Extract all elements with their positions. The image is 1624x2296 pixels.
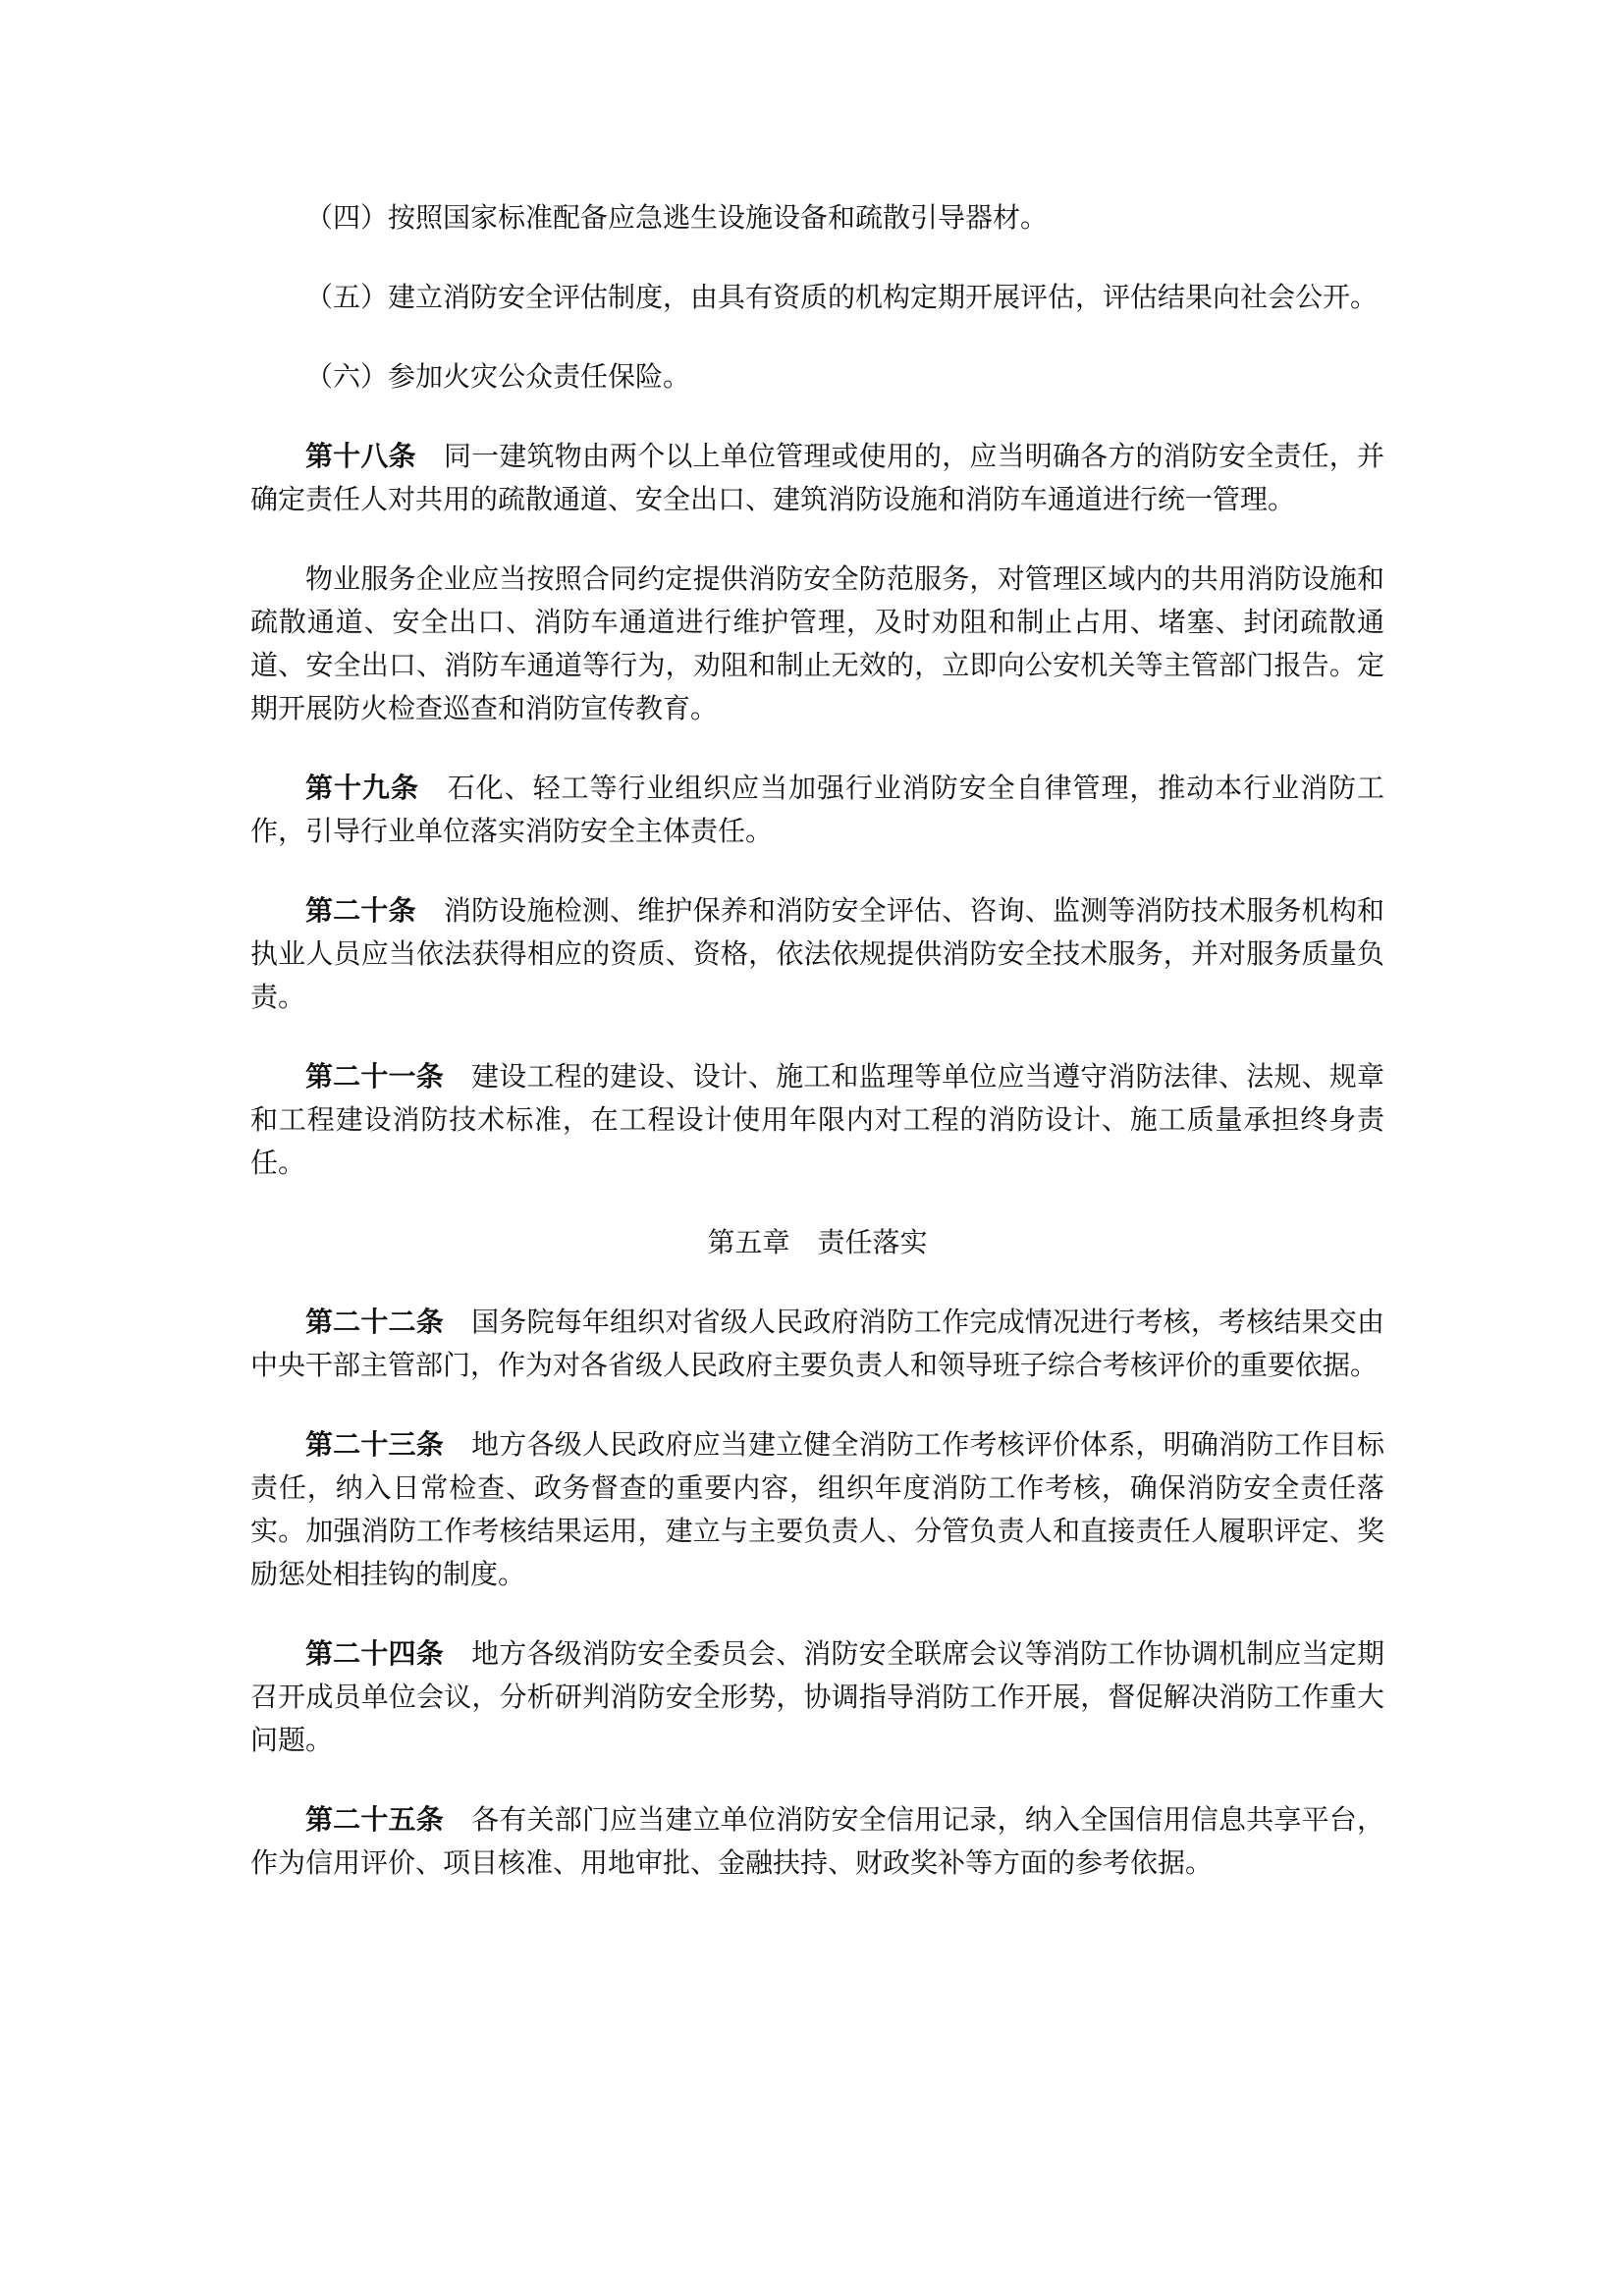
article-text: 建设工程的建设、设计、施工和监理等单位应当遵守消防法律、法规、规章和工程建设消防技术标准，在工程设计使用年限内对工程的消防设计、施工质量承担终身责任。 (250, 1060, 1384, 1179)
article-23 (250, 1423, 1384, 1596)
article-text: 各有关部门应当建立单位消防安全信用记录，纳入全国信用信息共享平台，作为信用评价、项目核准、用地审批、金融扶持、财政奖补等方面的参考依据。 (250, 1803, 1384, 1879)
article-18 (250, 435, 1384, 521)
item-5-text: （五）建立消防安全评估制度，由具有资质的机构定期开展评估，评估结果向社会公开。 (305, 281, 1379, 313)
article-number: 第二十四条 (305, 1637, 444, 1670)
article-18-paragraph-2 (250, 558, 1384, 730)
chapter-heading: 第五章 责任落实 (707, 1226, 928, 1258)
article-number: 第十九条 (305, 772, 419, 804)
article-text: 石化、轻工等行业组织应当加强行业消防安全自律管理，推动本行业消防工作，引导行业单位落实消防安全主体责任。 (250, 772, 1384, 847)
item-4-text: （四）按照国家标准配备应急逃生设施设备和疏散引导器材。 (305, 201, 1049, 234)
article-25 (250, 1798, 1384, 1885)
article-text: 地方各级人民政府应当建立健全消防工作考核评价体系，明确消防工作目标责任，纳入日常检查、政务督查的重要内容，组织年度消防工作考核，确保消防安全责任落实。加强消防工作考核结果运用，建立与主要负责人、分管负责人和直接责任人履职评定、奖励惩处相挂钩的制度。 (250, 1428, 1384, 1590)
list-item (250, 276, 1384, 319)
article-text: 物业服务企业应当按照合同约定提供消防安全防范服务，对管理区域内的共用消防设施和疏散通道、安全出口、消防车通道进行维护管理，及时劝阻和制止占用、堵塞、封闭疏散通道、安全出口、消防车通道等行为，劝阻和制止无效的，立即向公安机关等主管部门报告。定期开展防火检查巡查和消防宣传教育。 (250, 562, 1384, 724)
article-21 (250, 1055, 1384, 1185)
article-number: 第二十二条 (305, 1306, 444, 1338)
list-item (250, 355, 1384, 399)
article-text: 地方各级消防安全委员会、消防安全联席会议等消防工作协调机制应当定期召开成员单位会议，分析研判消防安全形势，协调指导消防工作开展，督促解决消防工作重大问题。 (250, 1637, 1384, 1756)
article-number: 第二十条 (305, 894, 416, 927)
document-page (250, 196, 1384, 1921)
article-number: 第二十三条 (305, 1428, 444, 1461)
article-text: 同一建筑物由两个以上单位管理或使用的，应当明确各方的消防安全责任，并确定责任人对共用的疏散通道、安全出口、建筑消防设施和消防车通道进行统一管理。 (250, 440, 1384, 515)
article-24 (250, 1632, 1384, 1762)
article-number: 第二十一条 (305, 1060, 444, 1093)
article-text: 国务院每年组织对省级人民政府消防工作完成情况进行考核，考核结果交由中央干部主管部门，作为对各省级人民政府主要负责人和领导班子综合考核评价的重要依据。 (250, 1306, 1384, 1381)
article-19 (250, 767, 1384, 853)
list-item (250, 196, 1384, 240)
article-20 (250, 889, 1384, 1019)
article-number: 第二十五条 (305, 1803, 444, 1836)
item-6-text: （六）参加火灾公众责任保险。 (305, 360, 691, 393)
article-number: 第十八条 (305, 440, 416, 472)
article-text: 消防设施检测、维护保养和消防安全评估、咨询、监测等消防技术服务机构和执业人员应当依法获得相应的资质、资格，依法依规提供消防安全技术服务，并对服务质量负责。 (250, 894, 1384, 1013)
article-22 (250, 1301, 1384, 1387)
